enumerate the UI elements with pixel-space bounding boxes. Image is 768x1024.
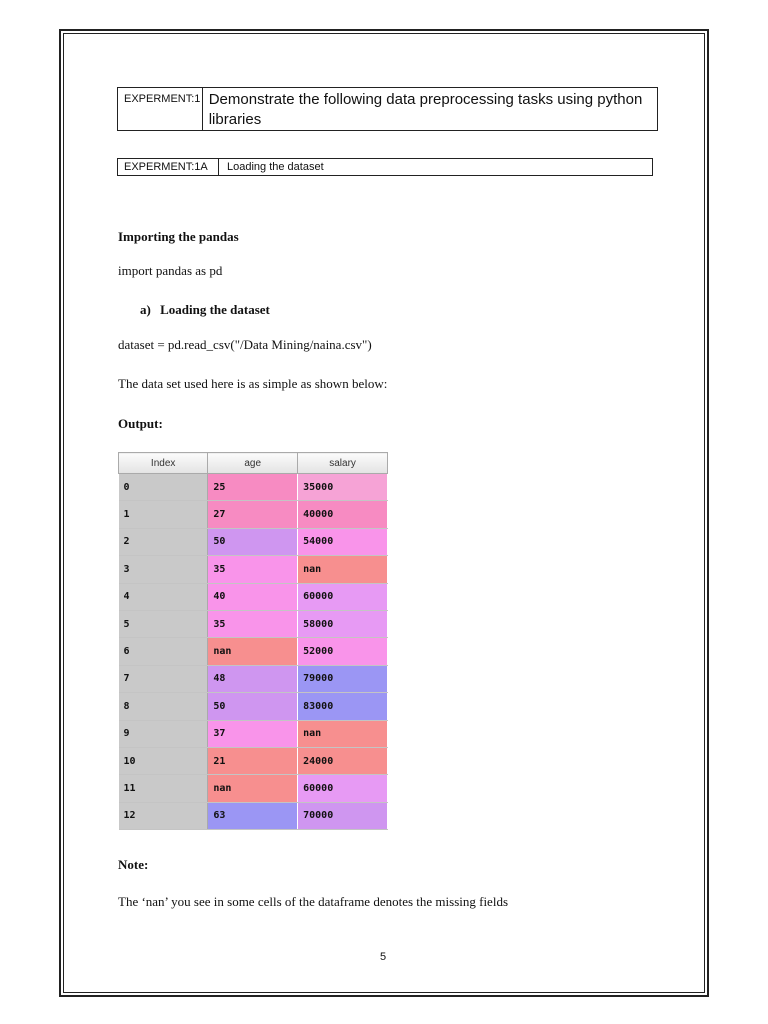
section-a-title: Loading the dataset (160, 302, 270, 317)
sub-experiment-label: EXPERMENT:1A (118, 159, 219, 175)
table-row (119, 747, 388, 774)
cell-age: 35 (208, 610, 298, 637)
section-a-marker: a) (140, 302, 151, 317)
sub-experiment-title: Loading the dataset (227, 161, 324, 173)
cell-age: 27 (208, 501, 298, 528)
importing-heading: Importing the pandas (118, 229, 239, 244)
cell-index: 2 (119, 528, 208, 555)
cell-salary: nan (298, 556, 388, 583)
cell-age: 40 (208, 583, 298, 610)
table-row (119, 638, 388, 665)
table-row (119, 775, 388, 802)
dataset-note: The data set used here is as simple as shown below: (118, 376, 388, 391)
cell-age: nan (208, 638, 298, 665)
table-header-row (119, 453, 388, 474)
sub-experiment-header-box (117, 158, 653, 176)
table-row (119, 665, 388, 692)
header-salary: salary (298, 453, 388, 474)
cell-index: 12 (119, 802, 208, 829)
cell-age: 50 (208, 693, 298, 720)
cell-salary: 24000 (298, 747, 388, 774)
cell-index: 6 (119, 638, 208, 665)
cell-age: 50 (208, 528, 298, 555)
cell-age: 25 (208, 474, 298, 501)
experiment-label: EXPERMENT:1 (118, 88, 203, 130)
cell-salary: 54000 (298, 528, 388, 555)
section-a-heading (140, 302, 270, 318)
header-index: Index (119, 453, 208, 474)
cell-index: 4 (119, 583, 208, 610)
cell-age: 37 (208, 720, 298, 747)
cell-age: nan (208, 775, 298, 802)
cell-salary: 52000 (298, 638, 388, 665)
table-row (119, 583, 388, 610)
load-code: dataset = pd.read_csv("/Data Mining/naina.csv") (118, 337, 372, 352)
table-row (119, 556, 388, 583)
cell-index: 0 (119, 474, 208, 501)
table-row (119, 610, 388, 637)
cell-index: 9 (119, 720, 208, 747)
note-heading: Note: (118, 857, 149, 872)
table-row (119, 501, 388, 528)
cell-index: 8 (119, 693, 208, 720)
cell-index: 11 (119, 775, 208, 802)
cell-index: 10 (119, 747, 208, 774)
cell-salary: 35000 (298, 474, 388, 501)
cell-index: 5 (119, 610, 208, 637)
cell-index: 7 (119, 665, 208, 692)
cell-salary: nan (298, 720, 388, 747)
cell-salary: 58000 (298, 610, 388, 637)
import-code: import pandas as pd (118, 263, 223, 278)
cell-age: 35 (208, 556, 298, 583)
page-number: 5 (380, 951, 387, 963)
cell-age: 63 (208, 802, 298, 829)
note-text: The ‘nan’ you see in some cells of the dataframe denotes the missing fields (118, 894, 508, 909)
cell-index: 1 (119, 501, 208, 528)
cell-salary: 40000 (298, 501, 388, 528)
experiment-header-box (117, 87, 658, 131)
table-row (119, 528, 388, 555)
cell-salary: 83000 (298, 693, 388, 720)
experiment-title: Demonstrate the following data preprocessing tasks using python libraries (208, 91, 643, 128)
cell-salary: 79000 (298, 665, 388, 692)
dataframe-table (118, 452, 388, 830)
cell-salary: 70000 (298, 802, 388, 829)
cell-age: 48 (208, 665, 298, 692)
table-row (119, 802, 388, 829)
cell-age: 21 (208, 747, 298, 774)
table-row (119, 720, 388, 747)
header-age: age (208, 453, 298, 474)
cell-index: 3 (119, 556, 208, 583)
table-row (119, 474, 388, 501)
output-heading: Output: (118, 416, 163, 431)
cell-salary: 60000 (298, 583, 388, 610)
table-row (119, 693, 388, 720)
cell-salary: 60000 (298, 775, 388, 802)
